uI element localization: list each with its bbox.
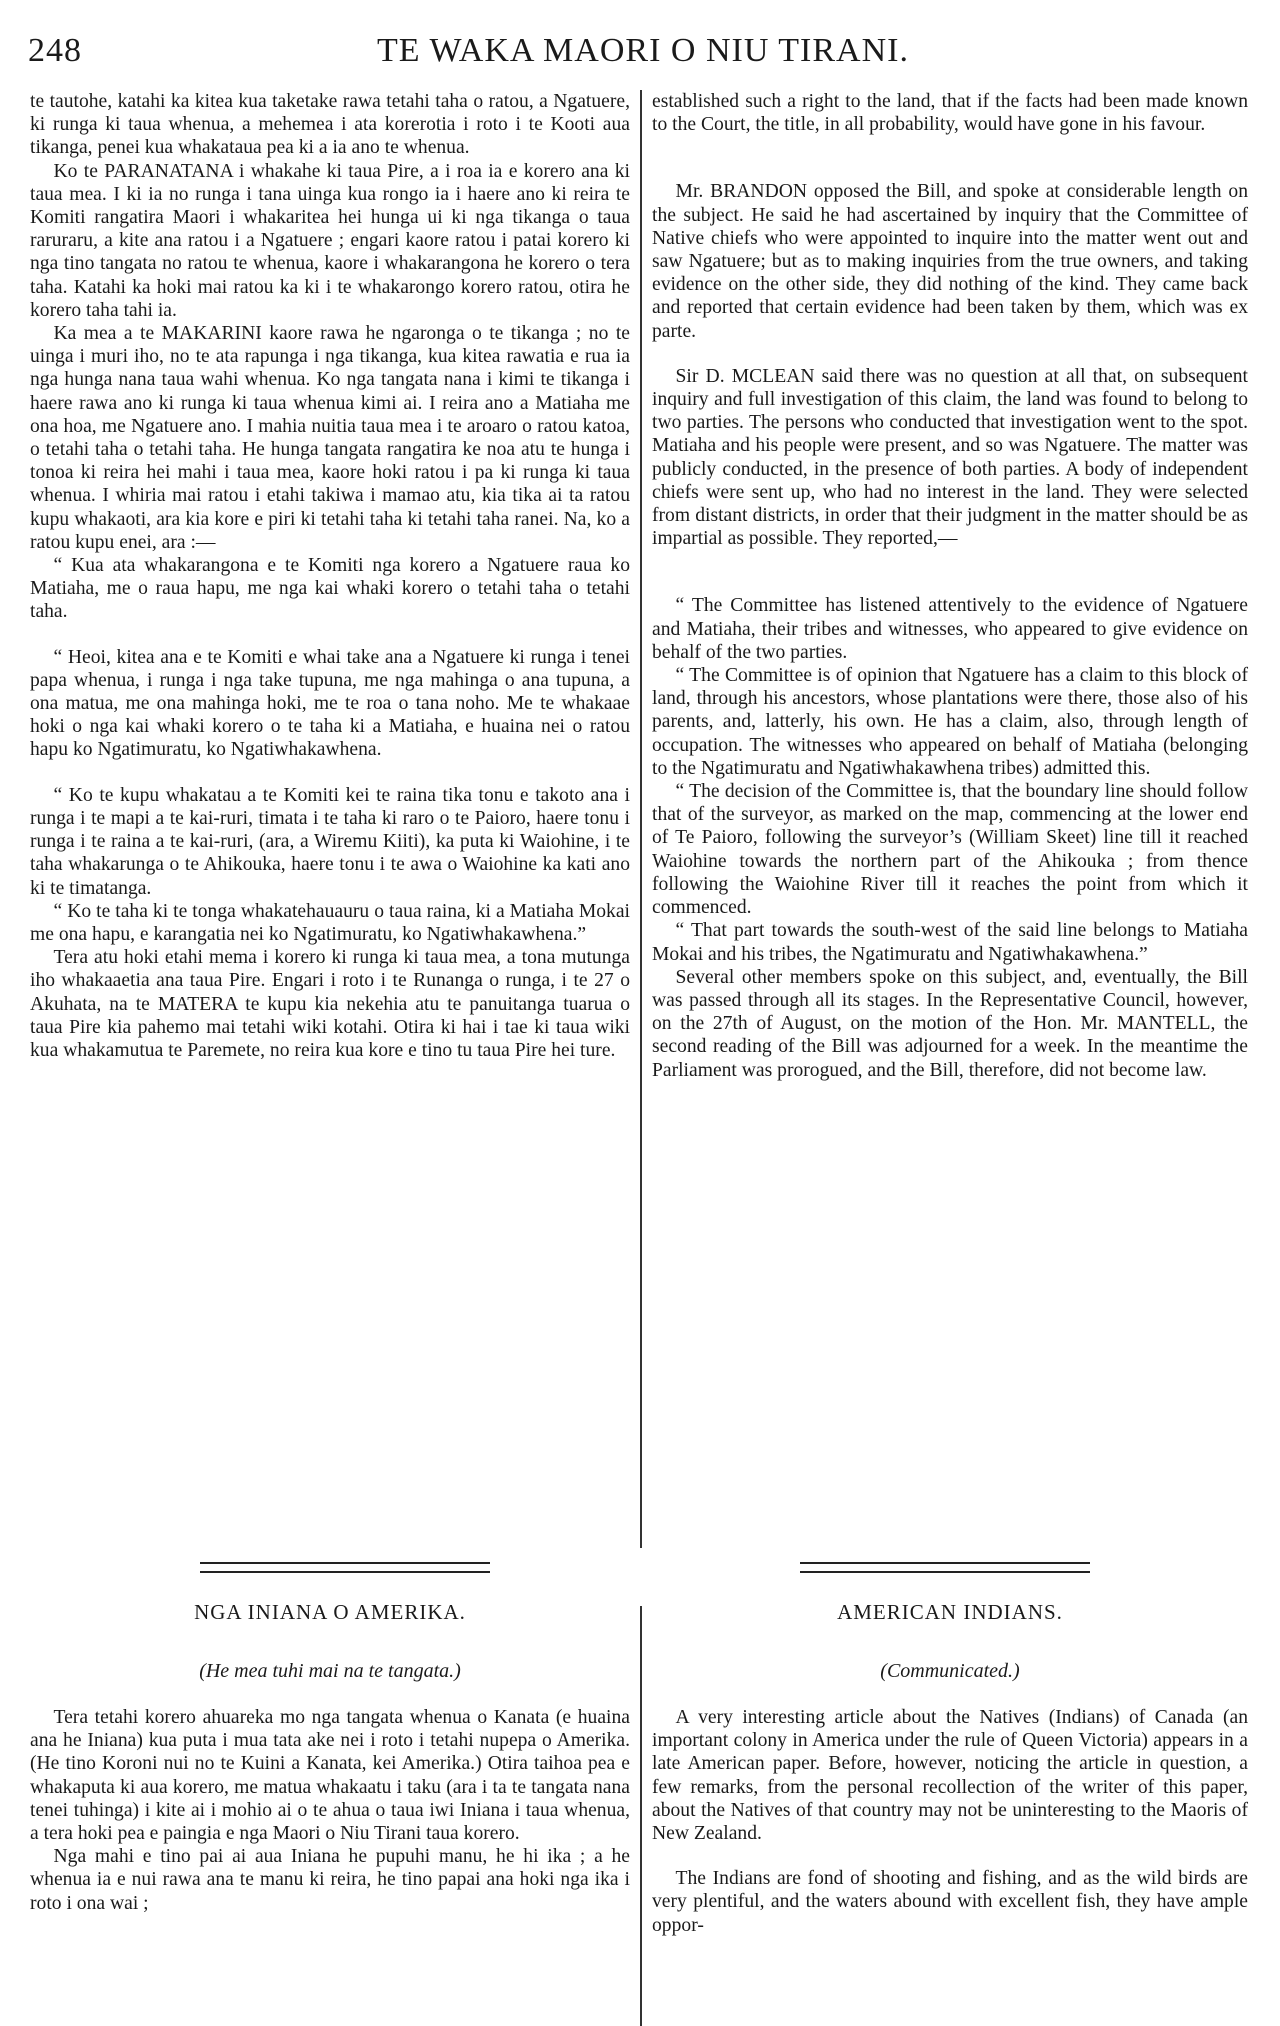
- section-title-maori: NGA INIANA O AMERIKA.: [194, 1600, 466, 1624]
- quote-paragraph: “ The Committee is of opinion that Ngatuere has a claim to this block of land, through his ancestors, whose plantations were there, those also of his parents, and, latterly, his own. He has a claim, also, through length of occupation. The witnesses who appeared on behalf of Matiaha (belonging to the Ngatimuratu and Ngatiwhakawhena tribes) admitted this.: [652, 665, 1248, 779]
- paragraph: Nga mahi e tino pai ai aua Iniana he pupuhi manu, he hi ika ; a he whenua ia e nui rawa ana te manu ki reira, he tino papai ana hoki nga ika i roto i ona wai ;: [30, 1846, 630, 1914]
- running-title: TE WAKA MAORI O NIU TIRANI.: [377, 32, 909, 69]
- paragraph: Tera tetahi korero ahuareka mo nga tangata whenua o Kanata (e huaina ana he Iniana) kua puta i mua tata ake nei i roto i tetahi nupepa o Amerika. (He tino Koroni nui no te Kuini a Kanata, kei Amerika.) Otira taihoa pea e whakaputa ki aua korero, me matua whakaatu i taku (ara i ta te tangata nana tenei tuhinga) i kite ai i mohio ai o te ahua o taua iwi Iniana i taua whenua, a tera hoki pea e paingia e nga Maori o Niu Tirani taua korero.: [30, 1707, 630, 1845]
- spacer: [652, 550, 1248, 572]
- quote-paragraph: “ Ko te taha ki te tonga whakatehauauru o taua raina, ki a Matiaha Mokai me ona hapu, e karangatia nei ko Ngatimuratu, ko Ngatiwhakawhena.”: [30, 900, 630, 945]
- spacer: [652, 343, 1248, 365]
- quote-paragraph: “ The decision of the Committee is, that the boundary line should follow that of the surveyor, as marked on the map, commencing at the lower end of Te Paioro, following the surveyor’s (William Skeet) line till it reached Waiohine towards the northern part of the Ahikouka ; from thence following the Waiohine River till it reaches the point from which it commenced.: [652, 781, 1248, 919]
- column-divider-lower: [640, 1606, 642, 2026]
- section-rule-right: [800, 1562, 1090, 1573]
- paragraph: Tera atu hoki etahi mema i korero ki runga ki taua mea, a tona mutunga iho whakaaetia ana taua Pire. Engari i roto i te Runanga o runga, i te 27 o Akuhata, na te MATERA te kupu kia nekehia atu te panuitanga tuarua o taua Pire kia pahemo mai tetahi wiki kotahi. Otira ki hai i tae ki taua wiki kua whakamutua te Paremete, no reira kua kore e tino tu taua Pire hei ture.: [30, 947, 630, 1061]
- quote-paragraph: “ Ko te kupu whakatau a te Komiti kei te raina tika tonu e takoto ana i runga i te mapi a te kai-ruri, timata i te taha ki raro o te Paioro, haere tonu i runga i te raina a te kai-ruri, (ara, a Wiremu Kiiti), ka puta ki Waiohine, i te taha whakarunga o te Ahikouka, haere tonu i te awa o Waiohine ka kati ano ki te timatanga.: [30, 784, 630, 899]
- quote-paragraph: “ Heoi, kitea ana e te Komiti e whai take ana a Ngatuere ki runga i tenei papa whenua, i runga i nga take tupuna, me nga mahinga o ana tupuna, a ona matua, me ona mahinga hoki, me te roa o tana noho. Me te whakaae hoki o nga kai whaki korero o te taha ki a Matiaha, e huaina nei o ratou hapu ko Ngatimuratu, ko Ngatiwhakawhena.: [30, 646, 630, 761]
- section-subtitle-maori: (He mea tuhi mai na te tangata.): [199, 1660, 461, 1682]
- spacer: [652, 572, 1248, 594]
- paragraph: The Indians are fond of shooting and fishing, and as the wild birds are very plentiful, and the waters abound with excellent fish, they have ample oppor-: [652, 1868, 1248, 1936]
- left-column-top: [30, 90, 630, 1062]
- page-number: 248: [28, 32, 82, 69]
- section-rule-left: [200, 1562, 490, 1573]
- column-divider: [640, 90, 642, 1548]
- paragraph: Ko te PARANATANA i whakahe ki taua Pire, a i roa ia e korero ana ki taua mea. I ki ia no runga i tana uinga kua rongo ia i haere ano ki reira te Komiti rangatira Maori i whakaritea hei hunga ui ki nga tikanga o taua raruraru, a kite ana ratou i a Ngatuere ; engari kaore ratou i patai korero ki nga tino tangata no ratou te whenua, kaore i whakarangona he korero o tera taha. Katahi ka hoki mai ratou ka ki i te whakarongo korero ratou, otira he korero taha tahi ia.: [30, 160, 630, 321]
- page-header: [28, 26, 1258, 76]
- spacer: [652, 136, 1248, 158]
- paragraph: Several other members spoke on this subject, and, eventually, the Bill was passed through all its stages. In the Representative Council, however, on the 27th of August, on the motion of the Hon. Mr. MANTELL, the second reading of the Bill was adjourned for a week. In the meantime the Parliament was prorogued, and the Bill, therefore, did not become law.: [652, 966, 1248, 1081]
- paragraph: A very interesting article about the Natives (Indians) of Canada (an important colony in America under the rule of Queen Victoria) appears in a late American paper. Before, however, noticing the article in question, a few remarks, from the personal recollection of the writer of this paper, about the Natives of that country may not be uninteresting to the Maoris of New Zealand.: [652, 1707, 1248, 1845]
- right-column-bottom: [652, 1706, 1248, 1937]
- quote-paragraph: “ That part towards the south-west of the said line belongs to Matiaha Mokai and his tribes, the Ngatimuratu and Ngatiwhakawhena.”: [652, 920, 1248, 965]
- quote-paragraph: “ Kua ata whakarangona e te Komiti nga korero a Ngatuere raua ko Matiaha, me o raua hapu, me nga kai whaki korero o tetahi taha o tetahi taha.: [30, 555, 630, 623]
- spacer: [652, 1845, 1248, 1867]
- section-subtitle-english: (Communicated.): [880, 1660, 1020, 1682]
- left-column-bottom: [30, 1706, 630, 1915]
- spacer: [30, 762, 630, 784]
- right-column-top: [652, 90, 1248, 1082]
- paragraph: Ka mea a te MAKARINI kaore rawa he ngaronga o te tikanga ; no te uinga i muri iho, no te ata rapunga i nga tikanga, kua kitea rawatia e rua ia nga hunga nana taua wahi whenua. Ko nga tangata nana i kimi te tikanga i haere rawa ano ki runga ki taua whenua kimi ai. I reira ano a Matiaha me ona hoa, me Ngatuere ano. I mahia nuitia taua mea i te aroaro o ratou katoa, o tetahi taha o tetahi taha. He hunga tangata rangatira ke noa atu te hunga i tonoa ki reira hei mahi i taua mea, kaore hoki ratou i pa ki runga ki taua whenua. I whiria mai ratou i etahi takiwa i mamao atu, kia tika ai ta ratou kupu whakaoti, ara kia kore e piri ki tetahi taha ki tetahi taha ranei. Na, ko a ratou kupu enei, ara :—: [30, 323, 630, 553]
- paragraph: Mr. BRANDON opposed the Bill, and spoke at considerable length on the subject. He said he had ascertained by inquiry that the Committee of Native chiefs who were appointed to inquire into the matter went out and saw Ngatuere; but as to making inquiries from the true owners, and taking evidence on the other side, they did nothing of the kind. They came back and reported that certain evidence had been taken by them, which was ex parte.: [652, 181, 1248, 342]
- spacer: [652, 158, 1248, 180]
- paragraph: established such a right to the land, that if the facts had been made known to the Court, the title, in all probability, would have gone in his favour.: [652, 91, 1248, 136]
- spacer: [30, 624, 630, 646]
- paragraph: Sir D. MCLEAN said there was no question at all that, on subsequent inquiry and full investigation of this claim, the land was found to belong to two parties. The persons who conducted that investigation went to the spot. Matiaha and his people were present, and so was Ngatuere. The matter was publicly conducted, in the presence of both parties. A body of independent chiefs were sent up, who had no interest in the land. They were selected from distant districts, in order that their judgment in the matter should be as impartial as possible. They reported,—: [652, 365, 1248, 550]
- paragraph: te tautohe, katahi ka kitea kua taketake rawa tetahi taha o ratou, a Ngatuere, ki runga ki taua whenua, a mehemea i ata korerotia i roto i te Kooti aua tikanga, penei kua whakataua pea ki a ia ano te whenua.: [30, 91, 630, 159]
- quote-paragraph: “ The Committee has listened attentively to the evidence of Ngatuere and Matiaha, their tribes and witnesses, who appeared to give evidence on behalf of the two parties.: [652, 595, 1248, 663]
- section-title-english: AMERICAN INDIANS.: [837, 1600, 1063, 1624]
